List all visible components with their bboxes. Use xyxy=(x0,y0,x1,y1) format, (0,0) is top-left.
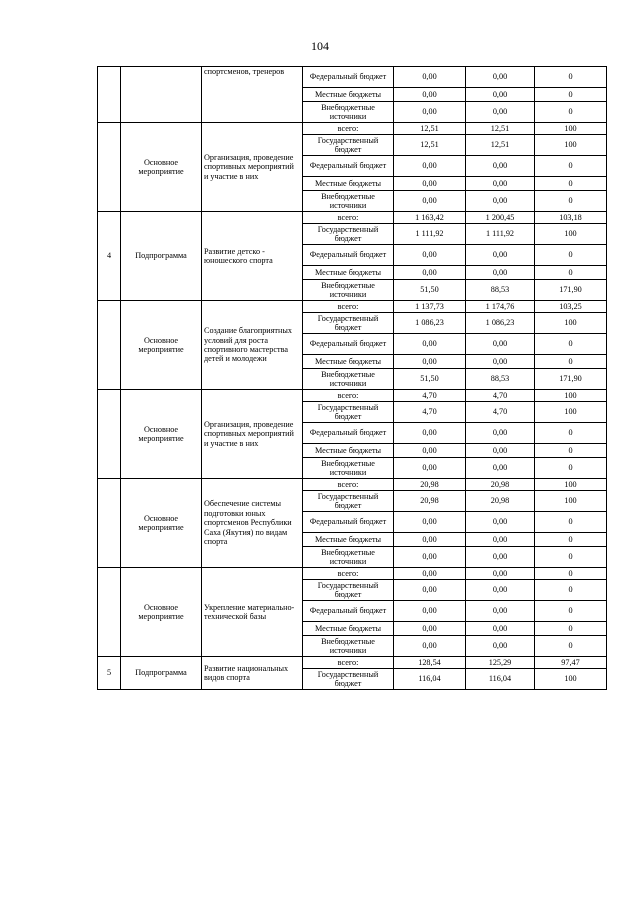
percent-value: 0 xyxy=(535,177,607,191)
actual-value: 0,00 xyxy=(466,458,535,479)
funding-source: Внебюджетные источники xyxy=(303,102,394,123)
funding-source: Местные бюджеты xyxy=(303,622,394,636)
row-number xyxy=(98,479,121,568)
funding-source: Государственный бюджет xyxy=(303,669,394,690)
item-type: Основное мероприятие xyxy=(121,568,202,657)
item-name: Создание благоприятных условий для роста спортивного мастерства детей и молодежи xyxy=(202,301,303,390)
planned-value: 0,00 xyxy=(394,156,466,177)
actual-value: 20,98 xyxy=(466,491,535,512)
percent-value: 100 xyxy=(535,313,607,334)
funding-source: Федеральный бюджет xyxy=(303,156,394,177)
actual-value: 1 174,76 xyxy=(466,301,535,313)
table-row xyxy=(98,67,607,88)
funding-source: Федеральный бюджет xyxy=(303,67,394,88)
row-number xyxy=(98,123,121,212)
percent-value: 0 xyxy=(535,533,607,547)
actual-value: 1 086,23 xyxy=(466,313,535,334)
percent-value: 100 xyxy=(535,135,607,156)
funding-source: всего: xyxy=(303,479,394,491)
funding-source: Федеральный бюджет xyxy=(303,245,394,266)
item-type: Основное мероприятие xyxy=(121,479,202,568)
funding-source: всего: xyxy=(303,212,394,224)
actual-value: 0,00 xyxy=(466,568,535,580)
row-number xyxy=(98,301,121,390)
funding-source: Федеральный бюджет xyxy=(303,512,394,533)
percent-value: 0 xyxy=(535,512,607,533)
funding-source: Государственный бюджет xyxy=(303,135,394,156)
percent-value: 100 xyxy=(535,479,607,491)
funding-source: Государственный бюджет xyxy=(303,580,394,601)
percent-value: 0 xyxy=(535,601,607,622)
table-row xyxy=(98,657,607,669)
actual-value: 116,04 xyxy=(466,669,535,690)
planned-value: 1 137,73 xyxy=(394,301,466,313)
percent-value: 0 xyxy=(535,67,607,88)
planned-value: 0,00 xyxy=(394,568,466,580)
actual-value: 12,51 xyxy=(466,135,535,156)
planned-value: 0,00 xyxy=(394,533,466,547)
actual-value: 0,00 xyxy=(466,245,535,266)
actual-value: 88,53 xyxy=(466,369,535,390)
actual-value: 0,00 xyxy=(466,444,535,458)
actual-value: 0,00 xyxy=(466,636,535,657)
actual-value: 0,00 xyxy=(466,423,535,444)
percent-value: 0 xyxy=(535,191,607,212)
row-number: 5 xyxy=(98,657,121,690)
table-row xyxy=(98,479,607,491)
percent-value: 0 xyxy=(535,458,607,479)
actual-value: 0,00 xyxy=(466,547,535,568)
actual-value: 0,00 xyxy=(466,580,535,601)
planned-value: 0,00 xyxy=(394,622,466,636)
actual-value: 0,00 xyxy=(466,191,535,212)
planned-value: 4,70 xyxy=(394,402,466,423)
item-name: Укрепление материально-технической базы xyxy=(202,568,303,657)
funding-source: Местные бюджеты xyxy=(303,266,394,280)
planned-value: 0,00 xyxy=(394,266,466,280)
funding-source: всего: xyxy=(303,123,394,135)
percent-value: 0 xyxy=(535,423,607,444)
planned-value: 12,51 xyxy=(394,135,466,156)
planned-value: 1 163,42 xyxy=(394,212,466,224)
percent-value: 0 xyxy=(535,245,607,266)
percent-value: 0 xyxy=(535,88,607,102)
actual-value: 0,00 xyxy=(466,266,535,280)
funding-source: Федеральный бюджет xyxy=(303,334,394,355)
percent-value: 0 xyxy=(535,266,607,280)
actual-value: 0,00 xyxy=(466,622,535,636)
actual-value: 0,00 xyxy=(466,533,535,547)
funding-source: Внебюджетные источники xyxy=(303,369,394,390)
percent-value: 103,25 xyxy=(535,301,607,313)
actual-value: 4,70 xyxy=(466,390,535,402)
planned-value: 0,00 xyxy=(394,177,466,191)
actual-value: 0,00 xyxy=(466,601,535,622)
item-name: Развитие детско - юношеского спорта xyxy=(202,212,303,301)
funding-source: Местные бюджеты xyxy=(303,533,394,547)
funding-source: Местные бюджеты xyxy=(303,444,394,458)
planned-value: 0,00 xyxy=(394,88,466,102)
funding-source: Государственный бюджет xyxy=(303,402,394,423)
actual-value: 0,00 xyxy=(466,156,535,177)
item-type: Основное мероприятие xyxy=(121,301,202,390)
percent-value: 100 xyxy=(535,402,607,423)
planned-value: 0,00 xyxy=(394,334,466,355)
percent-value: 0 xyxy=(535,547,607,568)
percent-value: 100 xyxy=(535,491,607,512)
planned-value: 1 086,23 xyxy=(394,313,466,334)
funding-source: всего: xyxy=(303,657,394,669)
planned-value: 0,00 xyxy=(394,423,466,444)
table-row xyxy=(98,390,607,402)
table-row xyxy=(98,568,607,580)
planned-value: 0,00 xyxy=(394,547,466,568)
actual-value: 0,00 xyxy=(466,177,535,191)
actual-value: 0,00 xyxy=(466,67,535,88)
item-name: Развитие национальных видов спорта xyxy=(202,657,303,690)
item-type xyxy=(121,67,202,123)
funding-source: Внебюджетные источники xyxy=(303,458,394,479)
planned-value: 0,00 xyxy=(394,458,466,479)
table-row xyxy=(98,123,607,135)
actual-value: 4,70 xyxy=(466,402,535,423)
percent-value: 97,47 xyxy=(535,657,607,669)
percent-value: 0 xyxy=(535,355,607,369)
table-row xyxy=(98,301,607,313)
percent-value: 103,18 xyxy=(535,212,607,224)
item-type: Основное мероприятие xyxy=(121,390,202,479)
percent-value: 100 xyxy=(535,224,607,245)
funding-source: Местные бюджеты xyxy=(303,177,394,191)
funding-source: Местные бюджеты xyxy=(303,88,394,102)
planned-value: 128,54 xyxy=(394,657,466,669)
planned-value: 116,04 xyxy=(394,669,466,690)
actual-value: 0,00 xyxy=(466,334,535,355)
planned-value: 1 111,92 xyxy=(394,224,466,245)
actual-value: 0,00 xyxy=(466,88,535,102)
percent-value: 0 xyxy=(535,156,607,177)
percent-value: 0 xyxy=(535,622,607,636)
item-name: спортсменов, тренеров xyxy=(202,67,303,123)
actual-value: 88,53 xyxy=(466,280,535,301)
actual-value: 125,29 xyxy=(466,657,535,669)
percent-value: 0 xyxy=(535,444,607,458)
percent-value: 0 xyxy=(535,580,607,601)
percent-value: 0 xyxy=(535,568,607,580)
percent-value: 0 xyxy=(535,102,607,123)
row-number xyxy=(98,568,121,657)
table-row xyxy=(98,212,607,224)
funding-source: Государственный бюджет xyxy=(303,491,394,512)
item-name: Организация, проведение спортивных мероприятий и участие в них xyxy=(202,123,303,212)
percent-value: 0 xyxy=(535,636,607,657)
actual-value: 0,00 xyxy=(466,355,535,369)
funding-source: Государственный бюджет xyxy=(303,313,394,334)
funding-source: Федеральный бюджет xyxy=(303,423,394,444)
actual-value: 0,00 xyxy=(466,512,535,533)
item-name: Организация, проведение спортивных мероприятий и участие в них xyxy=(202,390,303,479)
funding-source: всего: xyxy=(303,390,394,402)
planned-value: 51,50 xyxy=(394,280,466,301)
actual-value: 20,98 xyxy=(466,479,535,491)
planned-value: 0,00 xyxy=(394,580,466,601)
row-number: 4 xyxy=(98,212,121,301)
actual-value: 0,00 xyxy=(466,102,535,123)
funding-source: Федеральный бюджет xyxy=(303,601,394,622)
percent-value: 100 xyxy=(535,123,607,135)
planned-value: 12,51 xyxy=(394,123,466,135)
percent-value: 171,90 xyxy=(535,280,607,301)
funding-source: Внебюджетные источники xyxy=(303,547,394,568)
item-type: Подпрограмма xyxy=(121,212,202,301)
planned-value: 0,00 xyxy=(394,355,466,369)
actual-value: 1 200,45 xyxy=(466,212,535,224)
row-number xyxy=(98,390,121,479)
percent-value: 171,90 xyxy=(535,369,607,390)
item-type: Основное мероприятие xyxy=(121,123,202,212)
planned-value: 0,00 xyxy=(394,191,466,212)
planned-value: 0,00 xyxy=(394,601,466,622)
actual-value: 1 111,92 xyxy=(466,224,535,245)
funding-source: Внебюджетные источники xyxy=(303,636,394,657)
planned-value: 20,98 xyxy=(394,491,466,512)
item-name: Обеспечение системы подготовки юных спортсменов Республики Саха (Якутия) по видам спорта xyxy=(202,479,303,568)
actual-value: 12,51 xyxy=(466,123,535,135)
row-number xyxy=(98,67,121,123)
funding-source: Внебюджетные источники xyxy=(303,280,394,301)
percent-value: 100 xyxy=(535,669,607,690)
planned-value: 0,00 xyxy=(394,67,466,88)
funding-source: Внебюджетные источники xyxy=(303,191,394,212)
funding-source: всего: xyxy=(303,301,394,313)
funding-source: всего: xyxy=(303,568,394,580)
percent-value: 0 xyxy=(535,334,607,355)
planned-value: 0,00 xyxy=(394,102,466,123)
planned-value: 0,00 xyxy=(394,245,466,266)
planned-value: 20,98 xyxy=(394,479,466,491)
funding-source: Государственный бюджет xyxy=(303,224,394,245)
percent-value: 100 xyxy=(535,390,607,402)
planned-value: 4,70 xyxy=(394,390,466,402)
page-number: 104 xyxy=(311,39,329,53)
planned-value: 0,00 xyxy=(394,444,466,458)
budget-table xyxy=(97,66,607,690)
planned-value: 0,00 xyxy=(394,512,466,533)
planned-value: 0,00 xyxy=(394,636,466,657)
item-type: Подпрограмма xyxy=(121,657,202,690)
funding-source: Местные бюджеты xyxy=(303,355,394,369)
planned-value: 51,50 xyxy=(394,369,466,390)
